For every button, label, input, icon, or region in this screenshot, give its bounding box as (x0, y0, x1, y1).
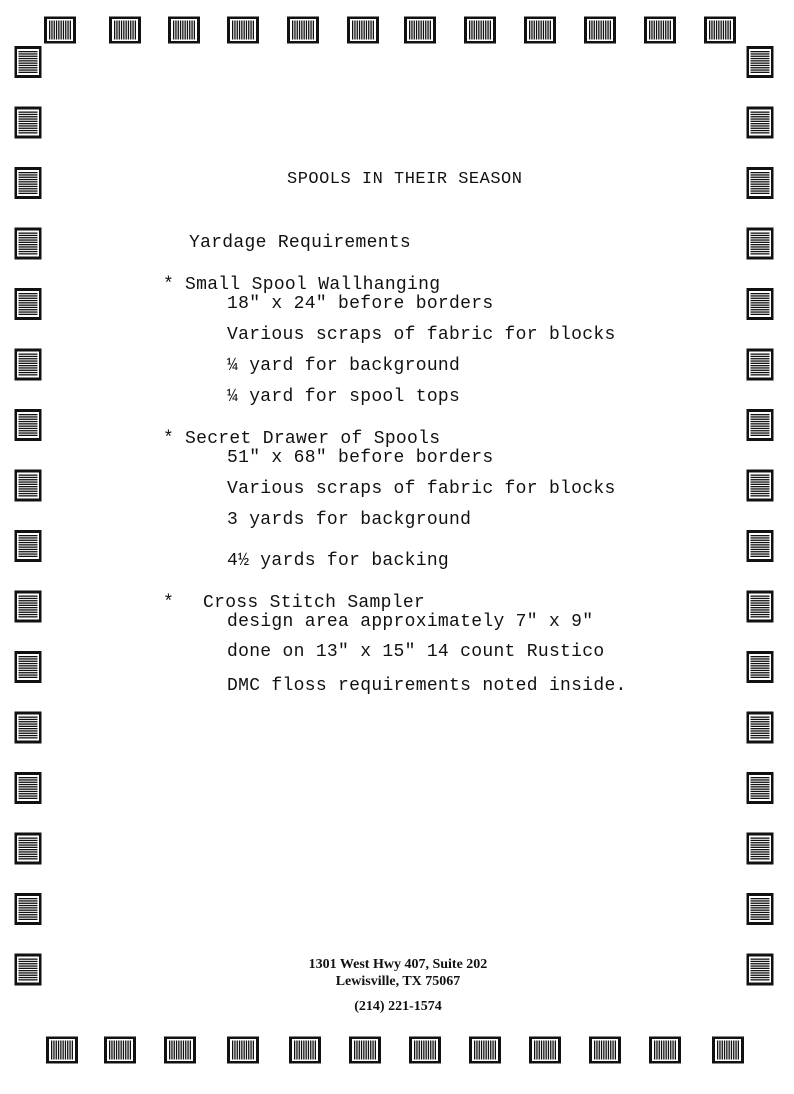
spool-icon (649, 1037, 681, 1064)
spool-icon (15, 651, 42, 683)
spool-icon (589, 1037, 621, 1064)
spool-icon (524, 17, 556, 44)
spool-icon (164, 1037, 196, 1064)
item-name: Cross Stitch Sampler (203, 593, 426, 613)
item-heading (163, 593, 425, 613)
spool-icon (747, 470, 774, 502)
spool-icon (747, 893, 774, 925)
spool-icon (15, 288, 42, 320)
spool-icon (704, 17, 736, 44)
spool-icon (227, 1037, 259, 1064)
spool-icon (529, 1037, 561, 1064)
item-size: 18" x 24" before borders (227, 294, 494, 314)
item-heading (163, 429, 440, 449)
spool-icon (15, 530, 42, 562)
spool-icon (747, 954, 774, 986)
spool-icon (15, 712, 42, 744)
spool-icon (712, 1037, 744, 1064)
spool-icon (15, 409, 42, 441)
spool-icon (349, 1037, 381, 1064)
spool-icon (747, 712, 774, 744)
spool-icon (15, 228, 42, 260)
spool-icon (15, 833, 42, 865)
item-size: design area approximately 7" x 9" (227, 612, 594, 632)
spool-icon (584, 17, 616, 44)
item-detail: 4½ yards for backing (227, 551, 450, 571)
item-heading (163, 275, 440, 295)
spool-icon (747, 530, 774, 562)
spool-icon (289, 1037, 321, 1064)
item-detail: ¼ yard for spool tops (227, 387, 461, 407)
spool-icon (747, 772, 774, 804)
spool-icon (168, 17, 200, 44)
spool-icon (15, 772, 42, 804)
spool-icon (747, 228, 774, 260)
spool-icon (747, 833, 774, 865)
spool-icon (15, 349, 42, 381)
spool-icon (227, 17, 259, 44)
spool-icon (747, 651, 774, 683)
spool-icon (747, 409, 774, 441)
spool-icon (287, 17, 319, 44)
item-name: Secret Drawer of Spools (185, 429, 441, 449)
item-detail: Various scraps of fabric for blocks (227, 325, 616, 345)
spool-icon (747, 591, 774, 623)
phone-number: (214) 221-1574 (354, 999, 442, 1014)
spool-icon (44, 17, 76, 44)
item-detail: Various scraps of fabric for blocks (227, 479, 616, 499)
spool-icon (747, 46, 774, 78)
spool-icon (15, 954, 42, 986)
section-heading: Yardage Requirements (189, 233, 412, 253)
spool-icon (15, 46, 42, 78)
asterisk-icon: * (163, 275, 175, 295)
item-detail: DMC floss requirements noted inside. (227, 676, 627, 696)
spool-icon (404, 17, 436, 44)
item-detail: done on 13" x 15" 14 count Rustico (227, 642, 605, 662)
spool-icon (747, 349, 774, 381)
spool-icon (347, 17, 379, 44)
spool-icon (747, 167, 774, 199)
spool-icon (644, 17, 676, 44)
item-detail: 3 yards for background (227, 510, 472, 530)
spool-icon (15, 893, 42, 925)
spool-icon (15, 167, 42, 199)
address-line: Lewisville, TX 75067 (335, 974, 461, 989)
spool-icon (15, 591, 42, 623)
page-title: SPOOLS IN THEIR SEASON (287, 170, 523, 189)
item-size: 51" x 68" before borders (227, 448, 494, 468)
spool-icon (109, 17, 141, 44)
spool-icon (747, 288, 774, 320)
spool-icon (46, 1037, 78, 1064)
spool-icon (747, 107, 774, 139)
item-detail: ¼ yard for background (227, 356, 461, 376)
spool-icon (409, 1037, 441, 1064)
spool-icon (469, 1037, 501, 1064)
item-name: Small Spool Wallhanging (185, 275, 441, 295)
asterisk-icon: * (163, 593, 175, 613)
spool-icon (104, 1037, 136, 1064)
spool-icon (464, 17, 496, 44)
spool-icon (15, 107, 42, 139)
spool-icon (15, 470, 42, 502)
address-line: 1301 West Hwy 407, Suite 202 (308, 957, 488, 972)
asterisk-icon: * (163, 429, 175, 449)
